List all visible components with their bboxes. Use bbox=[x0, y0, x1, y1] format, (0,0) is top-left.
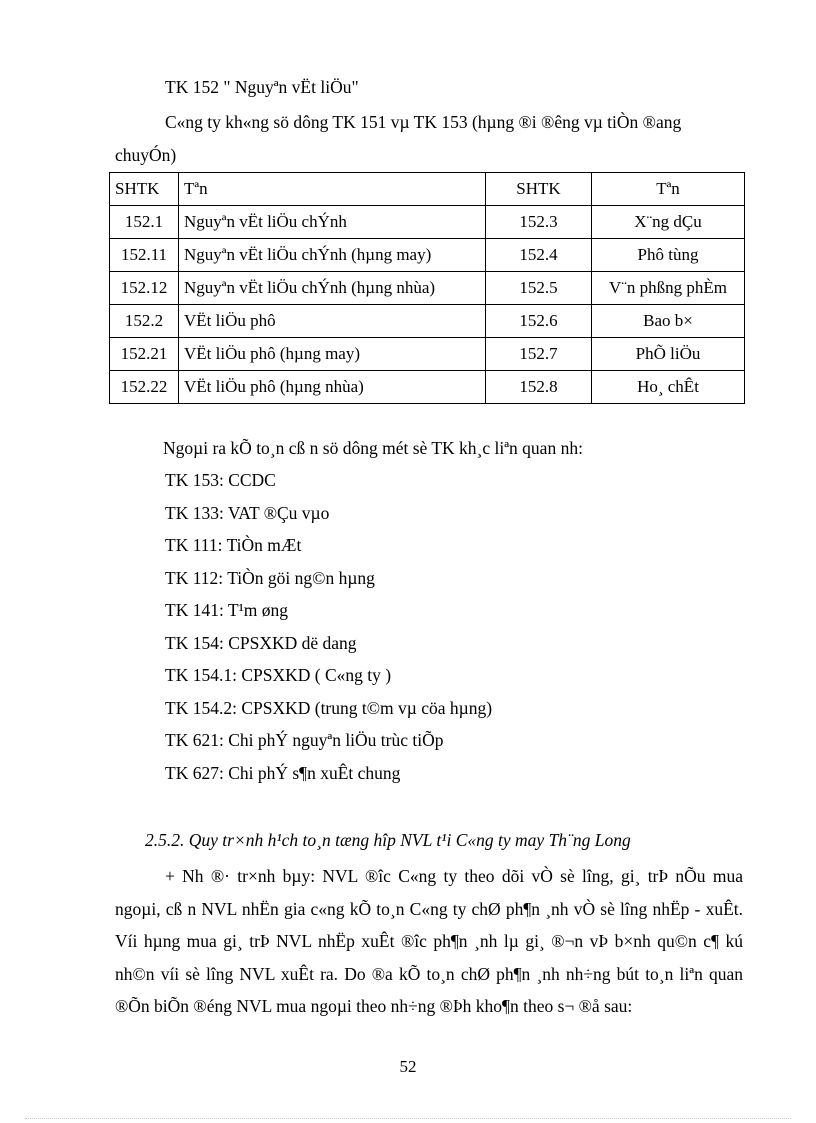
table-cell: Nguyªn vËt liÖu chÝnh bbox=[179, 206, 486, 239]
other-accounts-list bbox=[165, 470, 492, 795]
table-cell: 152.11 bbox=[110, 239, 179, 272]
table-cell: VËt liÖu phô bbox=[179, 305, 486, 338]
table-header-row bbox=[110, 173, 745, 206]
header-shtk-2: SHTK bbox=[486, 173, 592, 206]
table-cell: Nguyªn vËt liÖu chÝnh (hµng nhùa) bbox=[179, 272, 486, 305]
table-cell: Phô tùng bbox=[592, 239, 745, 272]
page-number: 52 bbox=[399, 1057, 417, 1076]
header-name-2: Tªn bbox=[592, 173, 745, 206]
table-cell: Ho¸ chÊt bbox=[592, 371, 745, 404]
table-cell: VËt liÖu phô (hµng may) bbox=[179, 338, 486, 371]
header-name-1: Tªn bbox=[179, 173, 486, 206]
table-cell: 152.8 bbox=[486, 371, 592, 404]
footer-divider bbox=[25, 1118, 791, 1119]
intro-title: TK 152 " Nguyªn vËt liÖu" bbox=[165, 77, 359, 97]
header-shtk-1: SHTK bbox=[110, 173, 179, 206]
other-accounts-intro: Ngoµi ra kÕ to¸n cß n sö dông mét sè TK kh¸c liªn quan nh: bbox=[163, 438, 583, 458]
table-cell: 152.21 bbox=[110, 338, 179, 371]
table-cell: 152.22 bbox=[110, 371, 179, 404]
list-item: TK 111: TiÒn mÆt bbox=[165, 535, 302, 555]
table-cell: Bao b× bbox=[592, 305, 745, 338]
table-row bbox=[110, 206, 745, 239]
table-row bbox=[110, 272, 745, 305]
list-item: TK 153: CCDC bbox=[165, 470, 276, 490]
table-row bbox=[110, 371, 745, 404]
table-cell: 152.3 bbox=[486, 206, 592, 239]
table-cell: 152.5 bbox=[486, 272, 592, 305]
table-cell: PhÕ liÖu bbox=[592, 338, 745, 371]
table-cell: 152.4 bbox=[486, 239, 592, 272]
table-cell: VËt liÖu phô (hµng nhùa) bbox=[179, 371, 486, 404]
account-table bbox=[109, 172, 745, 404]
section-paragraph: + Nh ®· tr×nh bµy: NVL ®îc C«ng ty theo dõi vÒ sè lîng, gi¸ trÞ nÕu mua ngoµi, cß n NVL nhËn gia c«ng kÕ to¸n C«ng ty chØ ph¶n ¸nh vÒ sè lîng nhËp - xuÊt. Víi hµng mua gi¸ trÞ NVL nhËp xuÊt ®îc ph¶n ¸nh lµ gi¸ ®¬n vÞ b×nh qu©n c¶ kú nh©n víi sè lîng NVL xuÊt ra. Do ®a kÕ to¸n chØ ph¶n ¸nh nh÷ng bút to¸n liªn quan ®Õn biÕn ®éng NVL mua ngoµi theo nh÷ng ®Þh kho¶n theo s¬ ®å sau: bbox=[115, 866, 743, 1016]
table-row bbox=[110, 305, 745, 338]
list-item: TK 112: TiÒn göi ng©n hµng bbox=[165, 567, 375, 588]
section-heading: 2.5.2. Quy tr×nh h¹ch to¸n tæng hîp NVL t¹i C«ng ty may Th¨ng Long bbox=[145, 830, 631, 850]
table-cell: V¨n phßng phÈm bbox=[592, 272, 745, 305]
table-row bbox=[110, 338, 745, 371]
list-item: TK 133: VAT ®Çu vµo bbox=[165, 502, 330, 523]
table-cell: 152.12 bbox=[110, 272, 179, 305]
table-cell: Nguyªn vËt liÖu chÝnh (hµng may) bbox=[179, 239, 486, 272]
table-cell: 152.6 bbox=[486, 305, 592, 338]
list-item: TK 154: CPSXKD dë dang bbox=[165, 632, 357, 653]
table-row bbox=[110, 239, 745, 272]
list-item: TK 154.2: CPSXKD (trung t©m vµ cöa hµng) bbox=[165, 697, 493, 718]
list-item: TK 627: Chi phÝ s¶n xuÊt chung bbox=[165, 762, 401, 783]
intro-text-line-1: C«ng ty kh«ng sö dông TK 151 vµ TK 153 (hµng ®i ®êng vµ tiÒn ®ang bbox=[165, 112, 682, 132]
table-cell: 152.1 bbox=[110, 206, 179, 239]
table-cell: 152.2 bbox=[110, 305, 179, 338]
intro-text-line-2: chuyÓn) bbox=[115, 145, 177, 165]
list-item: TK 141: T¹m øng bbox=[165, 600, 289, 620]
list-item: TK 621: Chi phÝ nguyªn liÖu trùc tiÕp bbox=[165, 730, 444, 750]
list-item: TK 154.1: CPSXKD ( C«ng ty ) bbox=[165, 665, 392, 685]
table-cell: X¨ng dÇu bbox=[592, 206, 745, 239]
table-cell: 152.7 bbox=[486, 338, 592, 371]
